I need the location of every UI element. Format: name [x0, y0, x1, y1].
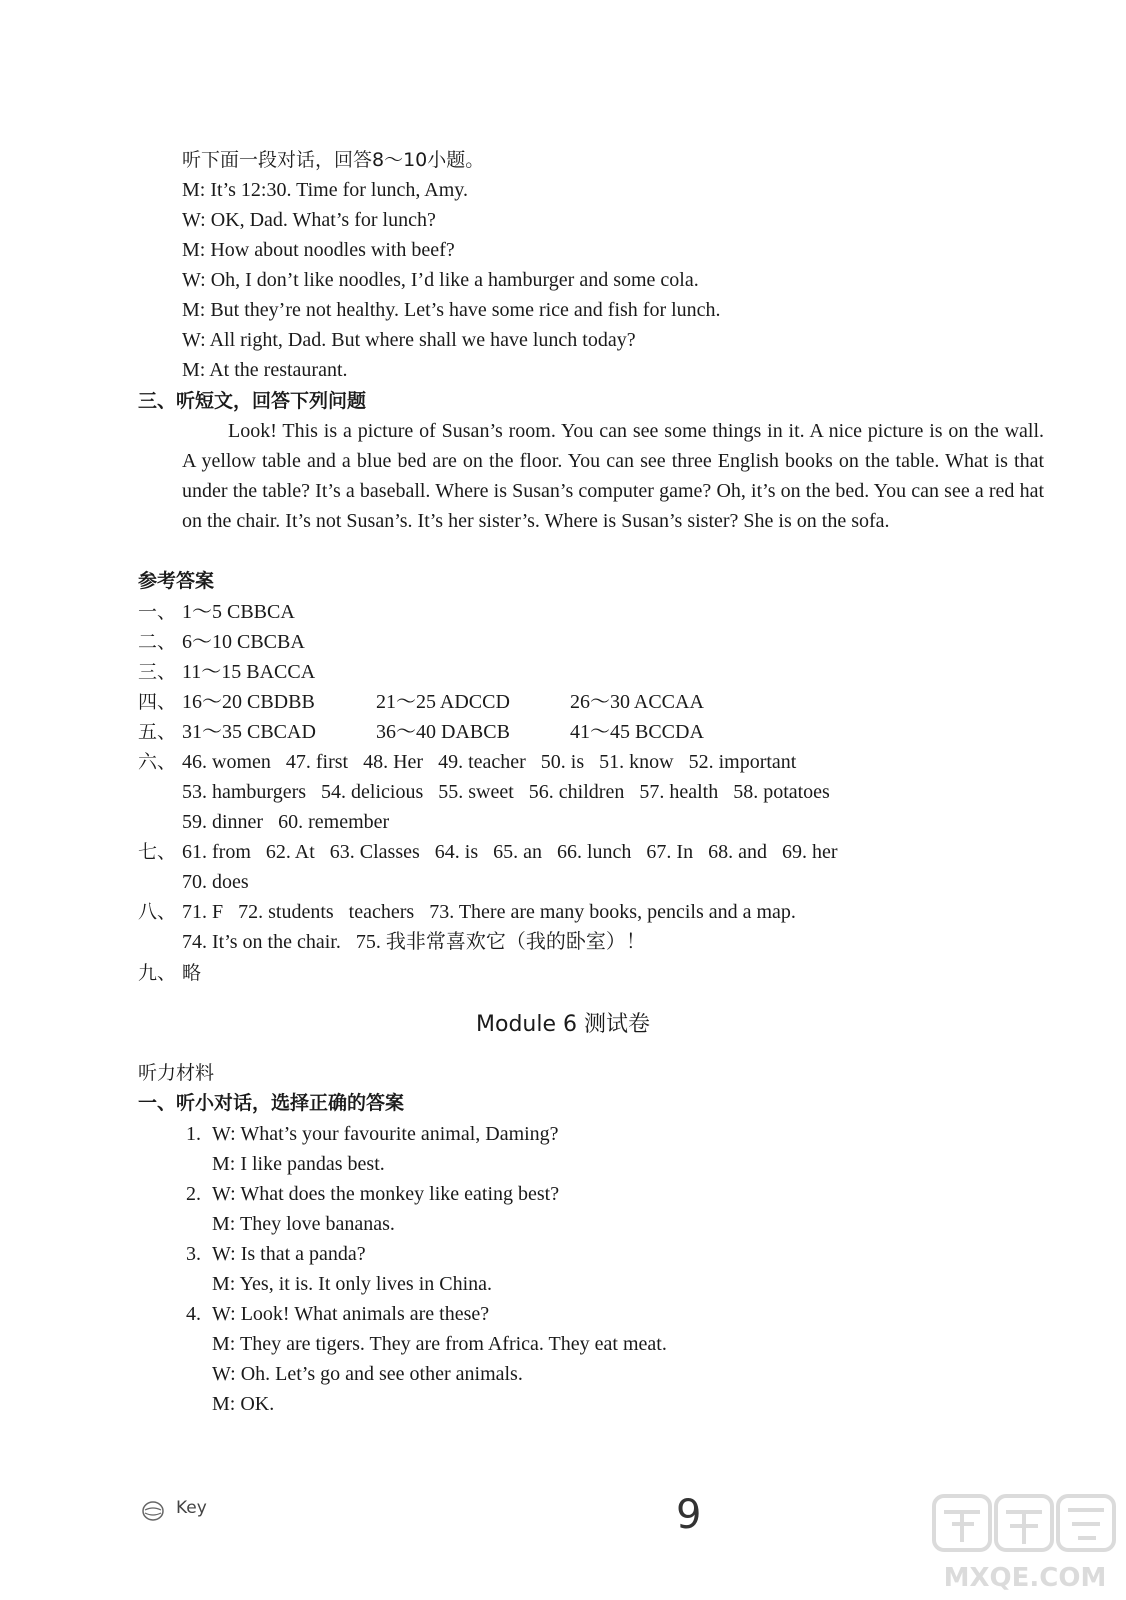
dialogue-line: M: It’s 12:30. Time for lunch, Amy.: [182, 179, 468, 201]
answer-group: 41～45 BCCDA: [570, 721, 704, 743]
answer-row-number: 四、: [138, 691, 177, 713]
answer-row: [138, 717, 758, 747]
answer-group: 21～25 ADCCD: [376, 691, 510, 713]
dialogue-line: W: Oh. Let’s go and see other animals.: [212, 1363, 523, 1385]
answer-group: 16～20 CBDBB: [182, 691, 315, 713]
answer-line: 53. hamburgers 54. delicious 55. sweet 56. children 57. health 58. potatoes: [182, 781, 830, 803]
answer-line: 46. women 47. first 48. Her 49. teacher 50. is 51. know 52. important: [182, 751, 797, 773]
answer-row: [138, 657, 316, 687]
answer-row-number: 五、: [138, 721, 177, 743]
dialogue-line: M: How about noodles with beef?: [182, 239, 455, 261]
watermark-logo: [930, 1490, 1120, 1595]
answer-row: [138, 597, 295, 627]
dialogue-line: W: Look! What animals are these?: [212, 1303, 490, 1325]
module-title: Module 6 测试卷: [476, 1012, 650, 1037]
dialogue-line: M: Yes, it is. It only lives in China.: [212, 1273, 493, 1295]
answer-group: 26～30 ACCAA: [570, 691, 704, 713]
answer-row: [138, 627, 305, 657]
section-heading: 三、听短文，回答下列问题: [138, 390, 367, 412]
answer-row-number: 一、: [138, 601, 177, 623]
dialogue-line: M: They are tigers. They are from Africa. They eat meat.: [212, 1333, 667, 1355]
answer-group: 31～35 CBCAD: [182, 721, 316, 743]
page-number: 9: [676, 1492, 702, 1538]
dialogue-line: M: OK.: [212, 1393, 275, 1415]
answer-line: 71. F 72. students teachers 73. There are many books, pencils and a map.: [182, 901, 796, 923]
answer-line: 70. does: [182, 871, 249, 893]
key-emblem-icon: [142, 1500, 164, 1522]
dialogue-line: M: But they’re not healthy. Let’s have some rice and fish for lunch.: [182, 299, 721, 321]
passage-text: Look! This is a picture of Susan’s room. You can see some things in it. A nice picture is on the wall. A yellow table and a blue bed are on the floor. You can see three English books on the table. What is that under the table? It’s a baseball. Where is Susan’s computer game? Oh, it’s on the bed. You can see a red hat on the chair. It’s not Susan’s. It’s her sister’s. Where is Susan’s sister? She is on the sofa.: [182, 420, 1044, 532]
answer-row-number: 七、: [138, 841, 177, 863]
answer-row: [138, 687, 758, 717]
dialogue-line: W: What does the monkey like eating best?: [212, 1183, 560, 1205]
dialogue-line: W: What’s your favourite animal, Daming?: [212, 1123, 559, 1145]
answer-row-number: 六、: [138, 751, 177, 773]
answer-line: 74. It’s on the chair. 75. 我非常喜欢它（我的卧室）！: [182, 931, 646, 953]
answers-heading: 参考答案: [138, 570, 215, 592]
dialogue-intro: 听下面一段对话，回答8～10小题。: [182, 149, 485, 171]
answer-row-number: 九、: [138, 962, 177, 984]
item-number: 4.: [186, 1303, 201, 1325]
answer-row-number: 八、: [138, 901, 177, 923]
key-label: Key: [176, 1498, 207, 1518]
dialogue-line: W: All right, Dad. But where shall we have lunch today?: [182, 329, 636, 351]
answer-line: 59. dinner 60. remember: [182, 811, 390, 833]
answer-group: 11～15 BACCA: [182, 661, 316, 683]
answer-row-number: 二、: [138, 631, 177, 653]
dialogue-line: W: Is that a panda?: [212, 1243, 366, 1265]
dialogue-line: W: OK, Dad. What’s for lunch?: [182, 209, 436, 231]
answer-line: 略: [182, 962, 202, 984]
dialogue-line: M: I like pandas best.: [212, 1153, 385, 1175]
listening-label: 听力材料: [138, 1062, 215, 1084]
answer-group: 36～40 DABCB: [376, 721, 510, 743]
item-number: 3.: [186, 1243, 201, 1265]
item-number: 2.: [186, 1183, 201, 1205]
dialogue-line: M: They love bananas.: [212, 1213, 395, 1235]
dialogue-line: W: Oh, I don’t like noodles, I’d like a hamburger and some cola.: [182, 269, 699, 291]
answer-group: 6～10 CBCBA: [182, 631, 305, 653]
section-heading: 一、听小对话，选择正确的答案: [138, 1092, 405, 1114]
watermark-text: MXQE.COM: [943, 1563, 1107, 1593]
answer-group: 1～5 CBBCA: [182, 601, 295, 623]
answer-line: 61. from 62. At 63. Classes 64. is 65. an 66. lunch 67. In 68. and 69. her: [182, 841, 838, 863]
dialogue-line: M: At the restaurant.: [182, 359, 348, 381]
item-number: 1.: [186, 1123, 201, 1145]
answer-row-number: 三、: [138, 661, 177, 683]
